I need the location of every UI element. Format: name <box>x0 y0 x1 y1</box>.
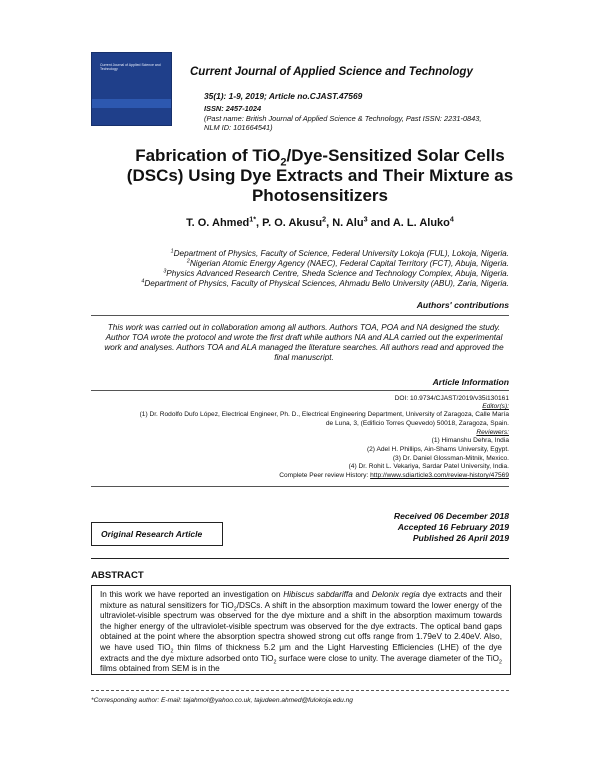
reviewer-2: (2) Adel H. Phillips, Ain-Shams University, Egypt. <box>366 446 509 453</box>
journal-name: Current Journal of Applied Science and Technology <box>190 66 473 78</box>
reviewers-label: Reviewers: <box>476 429 509 436</box>
editors-label: Editor(s): <box>482 403 509 410</box>
peer-review-link[interactable]: http://www.sdiarticle3.com/review-history/47569 <box>370 472 509 479</box>
title-line-2: (DSCs) Using Dye Extracts and Their Mixture as <box>126 166 514 185</box>
divider <box>91 486 509 487</box>
corresponding-author-footnote: *Corresponding author: E-mail: tajahmol@yahoo.co.uk, tajudeen.ahmed@fulokoja.edu.ng <box>91 697 353 704</box>
paper-title <box>60 146 580 206</box>
editor-line-2: de Luna, 3, (Edificio Torres Quevedo) 50018, Zaragoza, Spain. <box>325 420 509 427</box>
divider <box>91 315 509 316</box>
citation-line: 35(1): 1-9, 2019; Article no.CJAST.47569 <box>204 91 363 101</box>
affiliation-1: $^1$Department of Physics, Faculty of Science, Federal University Lokoja (FUL), Lokoja, Nigeria. <box>170 248 509 258</box>
journal-cover-thumbnail <box>91 52 172 126</box>
received-date: Received 06 December 2018 <box>393 511 509 521</box>
author-list: T. O. Ahmed$^{1*}$, P. O. Akusu$^2$, N. Alu$^3$ and A. L. Aluko$^4$ <box>186 215 454 229</box>
article-info-heading: Article Information <box>432 377 509 387</box>
contributions-heading: Authors' contributions <box>416 300 509 310</box>
cover-journal-title: Current Journal of Applied Science and Technology <box>100 63 161 71</box>
peer-review-history: Complete Peer review History: http://www.sdiarticle3.com/review-history/47569 <box>279 472 509 479</box>
reviewer-4: (4) Dr. Rohit L. Vekariya, Sardar Patel University, India. <box>348 463 509 470</box>
divider <box>91 390 509 391</box>
affiliation-4: $^4$Department of Physics, Faculty of Physical Sciences, Ahmadu Bello University (ABU), Zaria, Nigeria. <box>141 278 509 288</box>
title-line-1: Fabrication of TiO$_2$/Dye-Sensitized Solar Cells <box>135 146 505 169</box>
article-type-box: Original Research Article <box>91 522 223 546</box>
reviewer-3: (3) Dr. Daniel Glossman-Mitnik, Mexico. <box>392 455 509 462</box>
abstract-heading: ABSTRACT <box>91 570 144 581</box>
affiliation-2: $^2$Nigerian Atomic Energy Agency (NAEC), Federal Capital Territory (FCT), Abuja, Nigeria. <box>186 258 509 268</box>
affiliation-3: $^3$Physics Advanced Research Centre, Sheda Science and Technology Complex, Abuja, Nigeria. <box>163 268 509 278</box>
past-name-line-1: (Past name: British Journal of Applied Science & Technology, Past ISSN: 2231-0843, <box>204 114 482 123</box>
cover-band <box>92 99 171 108</box>
abstract-text: In this work we have reported an investigation on Hibiscus sabdariffa and Delonix regia dye extracts and their mixture as natural sensitizers for TiO$_2$/DSCs. A shift in the absorption maximum toward the lower energy of the ultraviolet-visible spectrum was observed for the dye mixture and a shift in the absorption maximum towards the higher energy of the ultraviolet-visible spectrum was observed for the dye extracts. The optical band gaps obtained at the point where the absorption spectra showed strong cut offs range from 1.79eV to 2.40eV. Also, we have used TiO$_2$ thin films of thickness 5.2 μm and the Light Harvesting Efficiencies (LHE) of the dye extracts and the dye mixture adsorbed onto TiO$_2$ surface were close to unity. The average diameter of the TiO$_2$ films obtained from SEM is in the <box>100 590 502 674</box>
published-date: Published 26 April 2019 <box>412 533 509 543</box>
contributions-text: This work was carried out in collaboration among all authors. Authors TOA, POA and NA designed the study. Author TOA wrote the protocol and wrote the first draft while authors NA and ALA carried out the experimental work and analyses. Authors TOA and ALA managed the literature searches. All authors read and approved the final manuscript. <box>104 323 504 362</box>
issn-line: ISSN: 2457-1024 <box>204 104 262 113</box>
reviewer-1: (1) Himanshu Dehra, India <box>431 437 509 444</box>
past-name-line-2: NLM ID: 101664541) <box>204 123 273 132</box>
abstract-box <box>91 585 511 675</box>
footnote-divider <box>91 690 509 691</box>
divider <box>91 558 509 559</box>
editor-line-1: (1) Dr. Rodolfo Dufo López, Electrical Engineer, Ph. D., Electrical Engineering Department, University of Zaragoza, Calle María <box>139 411 509 418</box>
accepted-date: Accepted 16 February 2019 <box>397 522 509 532</box>
doi: DOI: 10.9734/CJAST/2019/v35i130161 <box>394 395 509 402</box>
title-line-3: Photosensitizers <box>251 186 389 205</box>
